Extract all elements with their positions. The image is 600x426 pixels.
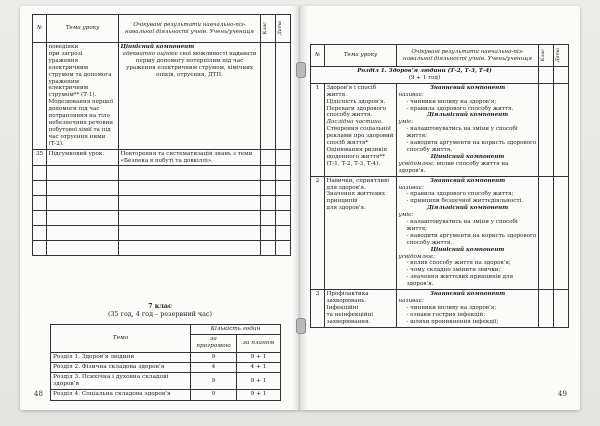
date-header: Дата	[277, 21, 283, 36]
left-lesson-table	[32, 14, 291, 256]
right-header-row	[311, 45, 569, 67]
expected-cell: Повторення та систематизація знань з теми «Безпека в побуті та довкіллі».	[119, 149, 261, 166]
topic-header: Тема уроку	[325, 45, 397, 67]
blank-row	[33, 241, 291, 256]
page-number-right: 49	[558, 390, 567, 398]
expected-cell: Ціннісний компонент адекватно оцінює свої можливості надавати першу допомогу потерпілим під час ураження електричним струмом, хімічних опіків, отруєння, ДТП.	[119, 43, 261, 150]
table-row	[33, 43, 291, 150]
table-row: Розділ 4. Соціальна складова здоров’я 9 9 + 1	[51, 390, 281, 400]
summary-hours-header: Кількість годин	[191, 325, 281, 335]
row-number: 35	[33, 149, 47, 166]
hours-summary-table	[50, 324, 281, 401]
expected-header: Очікувані результати навчально-піз-навальної діяльності учнів. Учень/учениця	[397, 45, 539, 67]
row-number: 2	[311, 176, 325, 290]
expected-header: Очікувані результати навчально-піз-навальної діяльності учнів. Учень/учениця	[119, 15, 261, 43]
grade-title: 7 клас	[148, 302, 172, 310]
row-number: 1	[311, 83, 325, 176]
topic-cell: поведінки при загрозі ураження електричним струмом та допомога ураженим електричним струмом** (Т-1). Моделювання першої допомоги під час потрапляння на тіло небезпечних речовин побутової хімії та під час отруєння ними (Т-2).	[47, 43, 119, 150]
right-lesson-table	[310, 44, 569, 328]
blank-row	[33, 226, 291, 241]
table-row: Розділ 1. Здоров’я людини 9 9 + 1	[51, 352, 281, 362]
expected-cell: Знаннєвий компонент називає: - чинники впливу на здоров’я; - ознаки гострих інфекцій; - шляхи проникнення інфекції;	[397, 290, 539, 328]
right-page	[300, 6, 580, 410]
expected-cell: Знаннєвий компонент називає: - правила здорового способу життя; - принципи безпечної життєдіяльності. Діяльнісний компонент уміє: - налаштовуватись на зміни у способі життя; - наводити аргументи на користь здорового способу життя. Ціннісний компонент усвідомлює: - вплив способу життя на здоров’я; - чому складно змінити звички; - значення життєвих принципів для здоров’я.	[397, 176, 539, 290]
table-row	[311, 176, 569, 290]
num-header: №	[311, 45, 325, 67]
class-header: Клас	[262, 22, 268, 35]
section-hours: (9 + 1 год)	[408, 74, 441, 81]
num-header: №	[33, 15, 47, 43]
staple-top	[296, 62, 306, 78]
topic-cell: Підсумковий урок.	[47, 149, 119, 166]
topic-header: Тема уроку	[47, 15, 119, 43]
date-header: Дата	[555, 48, 561, 63]
section-title: Розділ 1. Здоров’я людини (Т-2, Т-3, Т-4)	[357, 68, 492, 74]
table-row: Розділ 2. Фізична складова здоров’я 4 4 + 1	[51, 362, 281, 372]
topic-cell: Навички, сприятливі для здоров’я. Значення життєвих принципів для здоров’я.	[325, 176, 397, 290]
summary-plan-header: за планом	[237, 335, 281, 352]
topic-cell: Профілактика захворювань. Інфекційні та неінфекційні захворювання.	[325, 290, 397, 328]
table-row	[33, 149, 291, 166]
left-header-row	[33, 15, 291, 43]
left-page	[20, 6, 300, 410]
table-row	[311, 83, 569, 176]
blank-row	[33, 181, 291, 196]
summary-program-header: за програмою	[191, 335, 237, 352]
class-header: Клас	[540, 49, 546, 62]
staple-bottom	[296, 318, 306, 334]
component-title: Ціннісний компонент	[120, 44, 195, 50]
table-row	[311, 290, 569, 328]
page-number-left: 48	[34, 390, 43, 398]
section-row	[311, 67, 569, 84]
topic-cell: Здоров’я і спосіб життя. Цілісність здоров’я. Переваги здорового способу життя. Дослідна частина. Створення соціальної реклами про здоровий спосіб життя* Оцінювання ризиків щоденного життя** (Т-1, Т-2, Т-3, Т-4).	[325, 83, 397, 176]
expected-cell: Знаннєвий компонент називає: - чинники впливу на здоров’я; - правила здорового способу життя. Діяльнісний компонент уміє: - налаштовуватись на зміни у способі життя; - наводити аргументи на користь здорового способу життя. Ціннісний компонент усвідомлює: вплив способу життя на здоров’я.	[397, 83, 539, 176]
table-row: Розділ 3. Психічна і духовна складові здоров’я 9 9 + 1	[51, 373, 281, 390]
grade-heading	[60, 302, 260, 318]
blank-row	[33, 211, 291, 226]
grade-subtitle: (35 год, 4 год – резервний час)	[107, 310, 213, 318]
summary-topic-header: Тема	[51, 325, 191, 353]
row-number: 3	[311, 290, 325, 328]
blank-row	[33, 196, 291, 211]
blank-row	[33, 166, 291, 181]
